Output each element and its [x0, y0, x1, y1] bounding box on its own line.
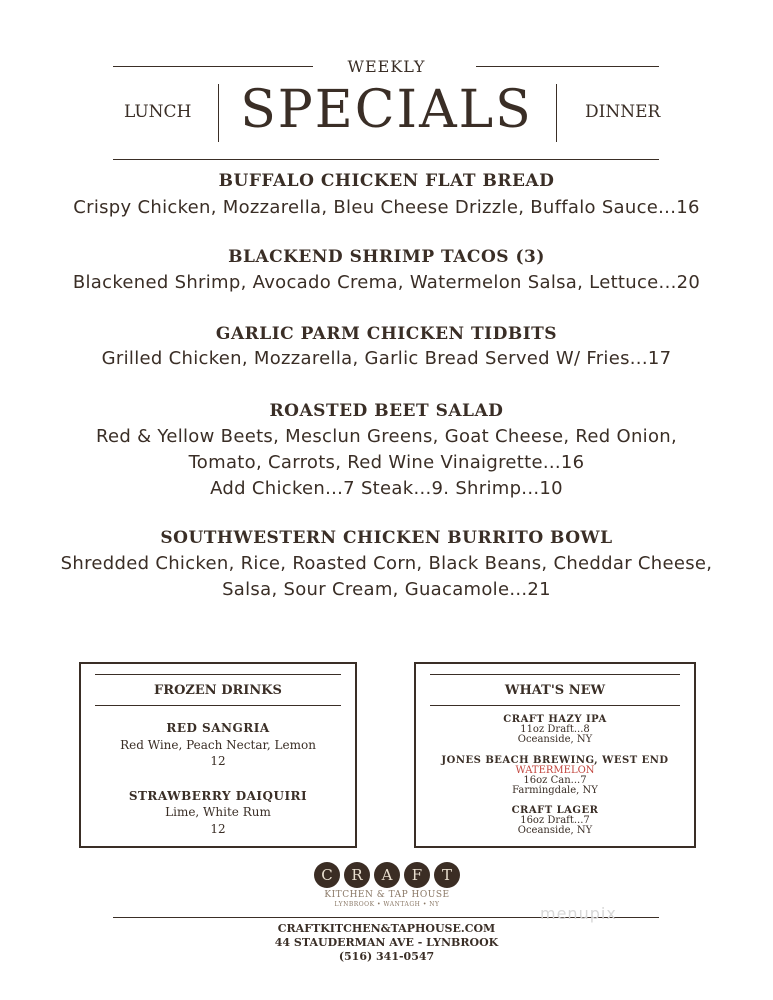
special-name: BLACKEND SHRIMP TACOS (3): [228, 247, 545, 267]
logo-letter: R: [344, 862, 370, 888]
special-description: Salsa, Sour Cream, Guacamole...21: [222, 579, 551, 600]
header-rule-bottom: [113, 159, 659, 160]
logo-letter: A: [374, 862, 400, 888]
footer-address: 44 STAUDERMAN AVE - LYNBROOK: [274, 936, 499, 949]
lunch-label: LUNCH: [124, 102, 192, 122]
special-description: Crispy Chicken, Mozzarella, Bleu Cheese Drizzle, Buffalo Sauce...16: [73, 197, 700, 218]
beer-highlight: WATERMELON: [515, 765, 595, 776]
drink-description: Lime, White Rum: [165, 805, 271, 819]
logo-letter: F: [404, 862, 430, 888]
logo-letter: C: [314, 862, 340, 888]
special-name: GARLIC PARM CHICKEN TIDBITS: [215, 324, 558, 344]
craft-logo: [314, 862, 460, 910]
special-description: Blackened Shrimp, Avocado Crema, Watermelon Salsa, Lettuce...20: [72, 272, 701, 293]
special-name: BUFFALO CHICKEN FLAT BREAD: [218, 171, 555, 191]
watermark: menupix: [540, 904, 617, 923]
box-rule: [430, 705, 680, 706]
special-description: Tomato, Carrots, Red Wine Vinaigrette...16: [188, 452, 585, 473]
beer-origin: Oceanside, NY: [517, 825, 593, 836]
box-rule: [95, 674, 341, 675]
special-description: Grilled Chicken, Mozzarella, Garlic Bread Served W/ Fries...17: [101, 348, 672, 369]
dinner-label: DINNER: [585, 102, 661, 122]
drink-price: 12: [210, 822, 226, 836]
beer-detail: 11oz Draft...8: [520, 724, 590, 735]
drink-name: STRAWBERRY DAIQUIRI: [128, 789, 308, 803]
box-rule: [95, 705, 341, 706]
weekly-label: WEEKLY: [347, 57, 426, 76]
special-name: SOUTHWESTERN CHICKEN BURRITO BOWL: [160, 528, 613, 548]
beer-detail: 16oz Draft...7: [520, 815, 590, 826]
special-addons: Add Chicken...7 Steak...9. Shrimp...10: [210, 478, 563, 499]
drink-price: 12: [210, 754, 226, 768]
footer-website: CRAFTKITCHEN&TAPHOUSE.COM: [277, 922, 496, 935]
beer-name: JONES BEACH BREWING, WEST END: [441, 755, 669, 766]
special-name: ROASTED BEET SALAD: [269, 401, 504, 421]
box-rule: [430, 674, 680, 675]
logo-tagline: KITCHEN & TAP HOUSE: [324, 890, 450, 900]
whats-new-title: WHAT'S NEW: [504, 683, 606, 698]
beer-detail: 16oz Can...7: [523, 775, 587, 786]
beer-name: CRAFT LAGER: [511, 805, 599, 816]
logo-locations: LYNBROOK • WANTAGH • NY: [334, 901, 440, 908]
page-title: SPECIALS: [240, 80, 533, 140]
special-description: Red & Yellow Beets, Mesclun Greens, Goat Cheese, Red Onion,: [95, 426, 678, 447]
special-description: Shredded Chicken, Rice, Roasted Corn, Black Beans, Cheddar Cheese,: [60, 553, 713, 574]
drink-name: RED SANGRIA: [166, 721, 270, 735]
footer-phone: (516) 341-0547: [338, 950, 435, 963]
beer-origin: Oceanside, NY: [517, 734, 593, 745]
drink-description: Red Wine, Peach Nectar, Lemon: [120, 738, 316, 752]
beer-name: CRAFT HAZY IPA: [503, 714, 607, 725]
frozen-drinks-box: [79, 662, 357, 848]
beer-origin: Farmingdale, NY: [512, 785, 598, 796]
frozen-drinks-title: FROZEN DRINKS: [154, 683, 282, 698]
logo-letter: T: [434, 862, 460, 888]
header-divider-right: [556, 84, 557, 142]
whats-new-box: [414, 662, 696, 848]
